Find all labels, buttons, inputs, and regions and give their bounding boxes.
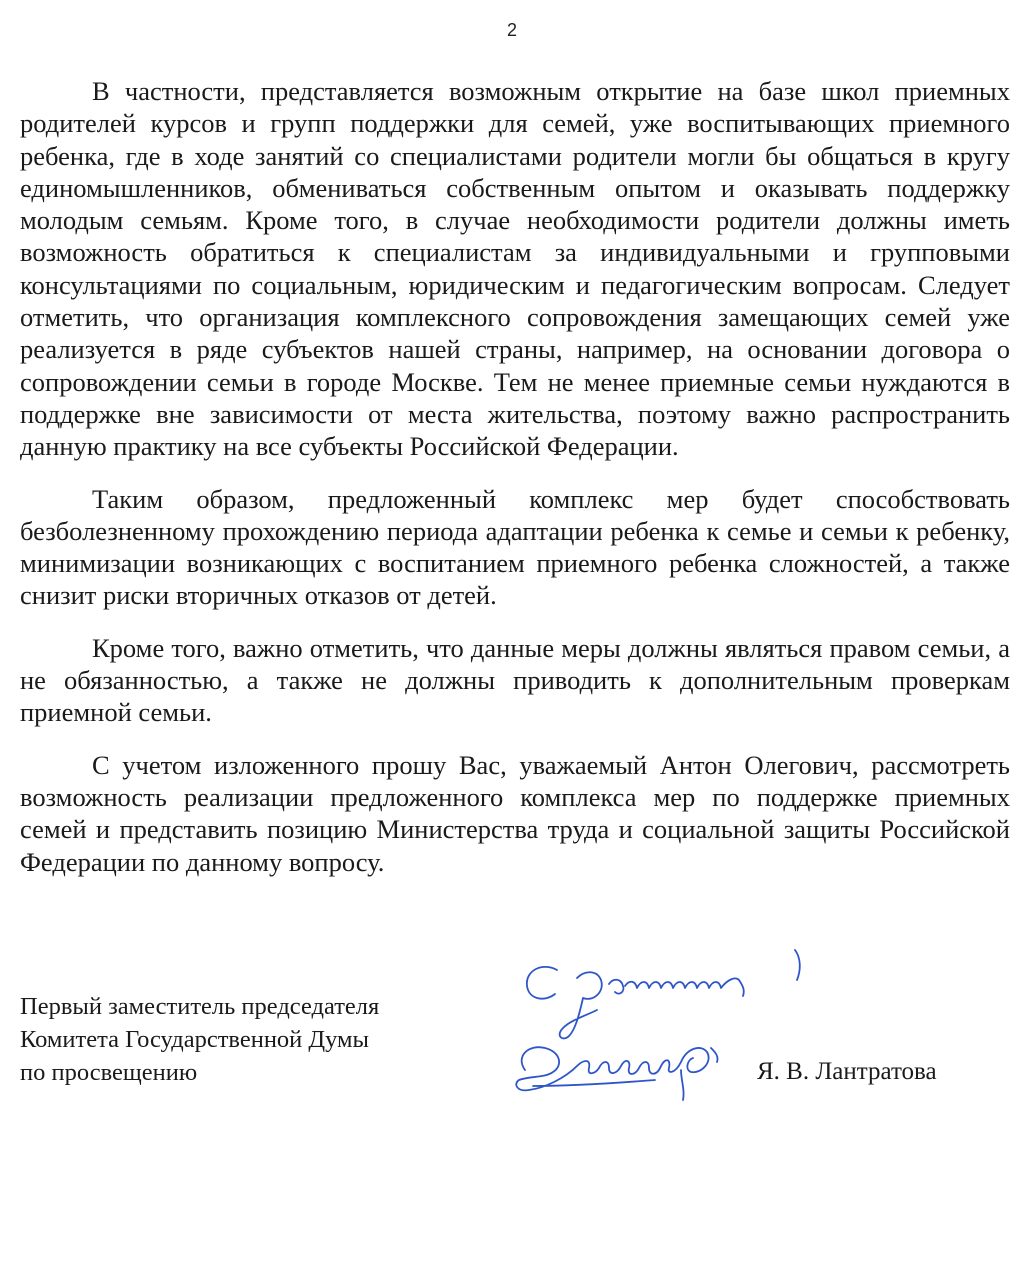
paragraph: Кроме того, важно отметить, что данные меры должны являться правом семьи, а не обязанностью, а также не должны приводить к дополнительным проверкам приемной семьи. (20, 632, 1010, 728)
handwritten-signature (505, 940, 835, 1120)
signer-title-line: Комитета Государственной Думы (20, 1026, 370, 1053)
signature-scribble (516, 1047, 717, 1100)
handwritten-greeting (560, 950, 800, 1038)
paragraph: В частности, представляется возможным открытие на базе школ приемных родителей курсов и групп поддержки для семей, уже воспитывающих приемного ребенка, где в ходе занятий со специалистами родители могли бы общаться в кругу единомышленников, обмениваться собственным опытом и оказывать поддержку молодым семьям. Кроме того, в случае необходимости родители должны иметь возможность обратиться к специалистам за индивидуальными и групповыми консультациями по социальным, юридическим и педагогическим вопросам. Следует отметить, что организация комплексного сопровождения замещающих семей уже реализуется в ряде субъектов нашей страны, например, на основании договора о сопровождении семьи в городе Москве. Тем не менее приемные семьи нуждаются в поддержке вне зависимости от места жительства, поэтому важно распространить данную практику на все субъекты Российской Федерации. (20, 76, 1010, 462)
handwritten-greeting (527, 967, 557, 999)
page-number: 2 (506, 20, 517, 40)
paragraph: С учетом изложенного прошу Вас, уважаемый Антон Олегович, рассмотреть возможность реализации предложенного комплекса мер по поддержке приемных семей и представить позицию Министерства труда и социальной защиты Российской Федерации по данному вопросу. (20, 749, 1010, 877)
signer-name: Я. В. Лантратова (757, 1058, 937, 1085)
letter-body (20, 75, 1010, 898)
signer-title (20, 990, 379, 1089)
signer-title-line: по просвещению (20, 1059, 198, 1086)
paragraph: Таким образом, предложенный комплекс мер будет способствовать безболезненному прохождению периода адаптации ребенка к семье и семьи к ребенку, минимизации возникающих с воспитанием приемного ребенка сложностей, а также снизит риски вторичных отказов от детей. (20, 483, 1010, 611)
signer-title-line: Первый заместитель председателя (20, 993, 380, 1020)
